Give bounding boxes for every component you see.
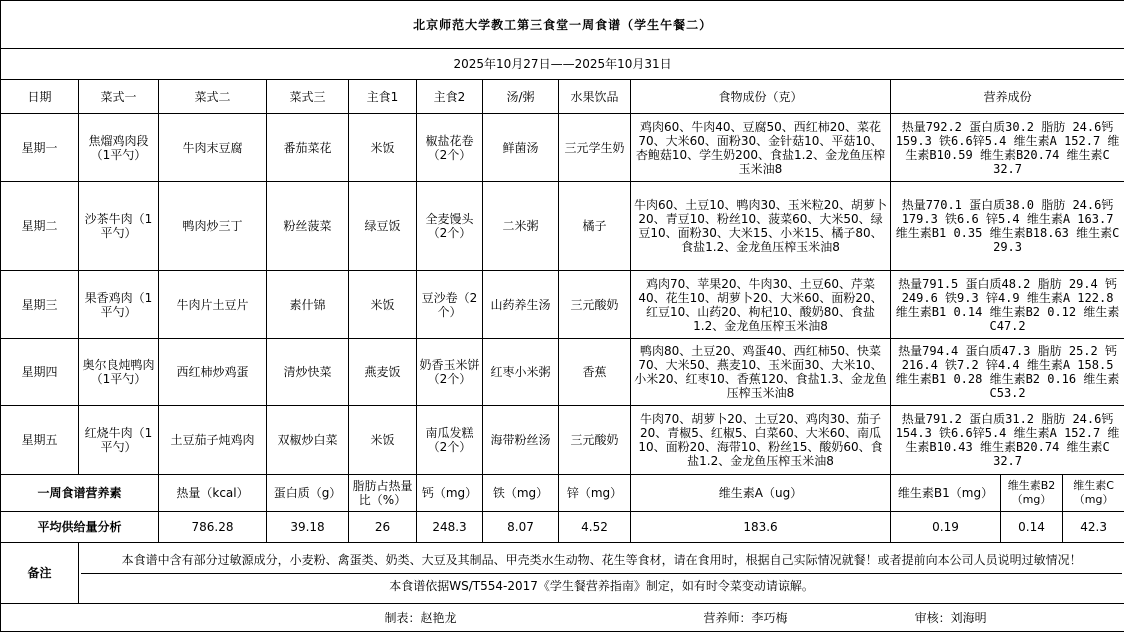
summary-label: 一周食谱营养素 (1, 475, 159, 512)
dish1: 果香鸡肉（1平勺） (79, 271, 159, 339)
dish2: 鸭肉炒三丁 (159, 182, 267, 271)
summary-values-row (1, 512, 1124, 543)
dish3: 粉丝菠菜 (267, 182, 349, 271)
staple1: 米饭 (349, 114, 417, 182)
fruit: 橘子 (559, 182, 631, 271)
staple1: 米饭 (349, 406, 417, 475)
notes-row (1, 543, 1124, 604)
nutrition: 热量791.2 蛋白质31.2 脂肪 24.6钙154.3 铁6.6锌5.4 维生素A 152.7 维生素B10.43 维生素B20.74 维生素C 32.7 (891, 406, 1124, 475)
soup: 海带粉丝汤 (483, 406, 559, 475)
day-label: 星期五 (1, 406, 79, 475)
header-nutrition: 营养成份 (891, 80, 1124, 114)
dish1: 奥尔良炖鸭肉（1平勺） (79, 339, 159, 406)
summary-col-vitamin-b2-c (1001, 475, 1124, 512)
soup: 二米粥 (483, 182, 559, 271)
avg-vitamin-c: 42.3 (1080, 520, 1107, 534)
avg-label: 平均供给量分析 (1, 512, 159, 543)
avg-vitamin-a: 183.6 (631, 512, 891, 543)
summary-col-protein: 蛋白质（g） (267, 475, 349, 512)
header-staple1: 主食1 (349, 80, 417, 114)
staple2: 南瓜发糕（2个） (417, 406, 483, 475)
soup: 鲜菌汤 (483, 114, 559, 182)
ingredients: 牛肉70、胡萝卜20、土豆20、鸡肉30、茄子20、青椒5、红椒5、白菜60、大米60、南瓜10、面粉20、海带10、粉丝15、酸奶60、食盐1.2、金龙鱼压榨玉米油8 (631, 406, 891, 475)
header-dish2: 菜式二 (159, 80, 267, 114)
dish3: 双椒炒白菜 (267, 406, 349, 475)
table-row (1, 339, 1124, 406)
day-label: 星期二 (1, 182, 79, 271)
header-fruit: 水果饮品 (559, 80, 631, 114)
summary-col-fat-ratio: 脂肪占热量比（%） (349, 475, 417, 512)
staple1: 米饭 (349, 271, 417, 339)
summary-col-iron: 铁（mg） (483, 475, 559, 512)
avg-zinc: 4.52 (559, 512, 631, 543)
notes-label: 备注 (1, 543, 79, 604)
summary-col-energy: 热量（kcal） (159, 475, 267, 512)
staple2: 全麦馒头（2个） (417, 182, 483, 271)
staple2: 豆沙卷（2个） (417, 271, 483, 339)
fruit: 香蕉 (559, 339, 631, 406)
avg-energy: 786.28 (159, 512, 267, 543)
summary-split (1001, 475, 1124, 511)
note-allergen: 本食谱中含有部分过敏源成分，小麦粉、禽蛋类、奶类、大豆及其制品、甲壳类水生动物、花生等食材，请在食用时，根据自己实际情况就餐！或者提前向本公司人员说明过敏情况！ (121, 553, 1082, 567)
avg-vitamin-b1: 0.19 (891, 512, 1001, 543)
ingredients: 鸡肉70、苹果20、牛肉30、土豆60、芹菜40、花生10、胡萝卜20、大米60、面粉20、红豆10、山药20、枸杞10、酸奶80、食盐1.2、金龙鱼压榨玉米油8 (631, 271, 891, 339)
table-row (1, 182, 1124, 271)
ingredients: 鸡肉60、牛肉40、豆腐50、西红柿20、菜花70、大米60、面粉30、金针菇10、平菇10、杏鲍菇10、学生奶200、食盐1.2、金龙鱼压榨玉米油8 (631, 114, 891, 182)
dish1: 沙茶牛肉（1平勺） (79, 182, 159, 271)
summary-col-vitamin-a: 维生素A（ug） (631, 475, 891, 512)
staple1: 燕麦饭 (349, 339, 417, 406)
ingredients: 鸭肉80、土豆20、鸡蛋40、西红柿50、快菜70、大米50、燕麦10、玉米面30、大米10、小米20、红枣10、香蕉120、食盐1.3、金龙鱼压榨玉米油8 (631, 339, 891, 406)
note-standard: 本食谱依据WS/T554-2017《学生餐营养指南》制定，如有时令菜变动请谅解。 (81, 573, 1122, 599)
day-label: 星期三 (1, 271, 79, 339)
header-dish1: 菜式一 (79, 80, 159, 114)
fruit: 三元酸奶 (559, 271, 631, 339)
soup: 红枣小米粥 (483, 339, 559, 406)
dish2: 牛肉末豆腐 (159, 114, 267, 182)
nutrition: 热量794.4 蛋白质47.3 脂肪 25.2 钙216.4 铁7.2 锌4.4 维生素A 158.5 维生素B1 0.28 维生素B2 0.16 维生素C53.2 (891, 339, 1124, 406)
preparer: 制表：赵艳龙 (384, 610, 457, 625)
dish3: 番茄菜花 (267, 114, 349, 182)
dish3: 素什锦 (267, 271, 349, 339)
summary-col-vitamin-c: 维生素C（mg） (1073, 479, 1114, 506)
summary-col-vitamin-b2: 维生素B2（mg） (1001, 475, 1063, 511)
nutrition: 热量791.5 蛋白质48.2 脂肪 29.4 钙249.6 铁9.3 锌4.9 维生素A 122.8 维生素B1 0.14 维生素B2 0.12 维生素C47.2 (891, 271, 1124, 339)
dish3: 清炒快菜 (267, 339, 349, 406)
avg-vitamin-b2-c (1001, 512, 1124, 543)
day-label: 星期四 (1, 339, 79, 406)
date-range: 2025年10月27日——2025年10月31日 (1, 49, 1124, 80)
notes-box (79, 543, 1124, 604)
nutrition: 热量770.1 蛋白质38.0 脂肪 24.6钙179.3 铁6.6 锌5.4 维生素A 163.7 维生素B1 0.35 维生素B18.63 维生素C 29.3 (891, 182, 1124, 271)
staple2: 奶香玉米饼（2个） (417, 339, 483, 406)
header-dish3: 菜式三 (267, 80, 349, 114)
fruit: 三元酸奶 (559, 406, 631, 475)
nutrition: 热量792.2 蛋白质30.2 脂肪 24.6钙159.3 铁6.6锌5.4 维生素A 152.7 维生素B10.59 维生素B20.74 维生素C 32.7 (891, 114, 1124, 182)
header-staple2: 主食2 (417, 80, 483, 114)
dish1: 焦熘鸡肉段（1平勺） (79, 114, 159, 182)
page-title: 北京师范大学教工第三食堂一周食谱（学生午餐二） (1, 1, 1124, 49)
header-soup: 汤/粥 (483, 80, 559, 114)
avg-fat-ratio: 26 (349, 512, 417, 543)
summary-col-zinc: 锌（mg） (559, 475, 631, 512)
table-row (1, 114, 1124, 182)
fruit: 三元学生奶 (559, 114, 631, 182)
dish2: 土豆茄子炖鸡肉 (159, 406, 267, 475)
ingredients: 牛肉60、土豆10、鸭肉30、玉米粒20、胡萝卜20、青豆10、粉丝10、菠菜60、大米50、绿豆10、面粉30、大米15、小米15、橘子80、食盐1.2、金龙鱼压榨玉米油8 (631, 182, 891, 271)
header-ingredients: 食物成份（克） (631, 80, 891, 114)
signature-row (1, 604, 1124, 632)
header-date: 日期 (1, 80, 79, 114)
dish2: 西红柿炒鸡蛋 (159, 339, 267, 406)
dietitian: 营养师：李巧梅 (703, 610, 788, 625)
day-label: 星期一 (1, 114, 79, 182)
table-row (1, 406, 1124, 475)
staple1: 绿豆饭 (349, 182, 417, 271)
avg-vitamin-b2: 0.14 (1001, 512, 1063, 542)
summary-header-row (1, 475, 1124, 512)
soup: 山药养生汤 (483, 271, 559, 339)
summary-col-calcium: 钙（mg） (417, 475, 483, 512)
signature-cell (1, 604, 1124, 632)
dish1: 红烧牛肉（1平勺） (79, 406, 159, 475)
dish2: 牛肉片土豆片 (159, 271, 267, 339)
avg-protein: 39.18 (267, 512, 349, 543)
notes-lines (81, 548, 1122, 599)
avg-calcium: 248.3 (417, 512, 483, 543)
avg-split (1001, 512, 1124, 542)
avg-iron: 8.07 (483, 512, 559, 543)
table-row (1, 271, 1124, 339)
staple2: 椒盐花卷（2个） (417, 114, 483, 182)
reviewer: 审核：刘海明 (914, 610, 987, 625)
summary-col-vitamin-b1: 维生素B1（mg） (891, 475, 1001, 512)
